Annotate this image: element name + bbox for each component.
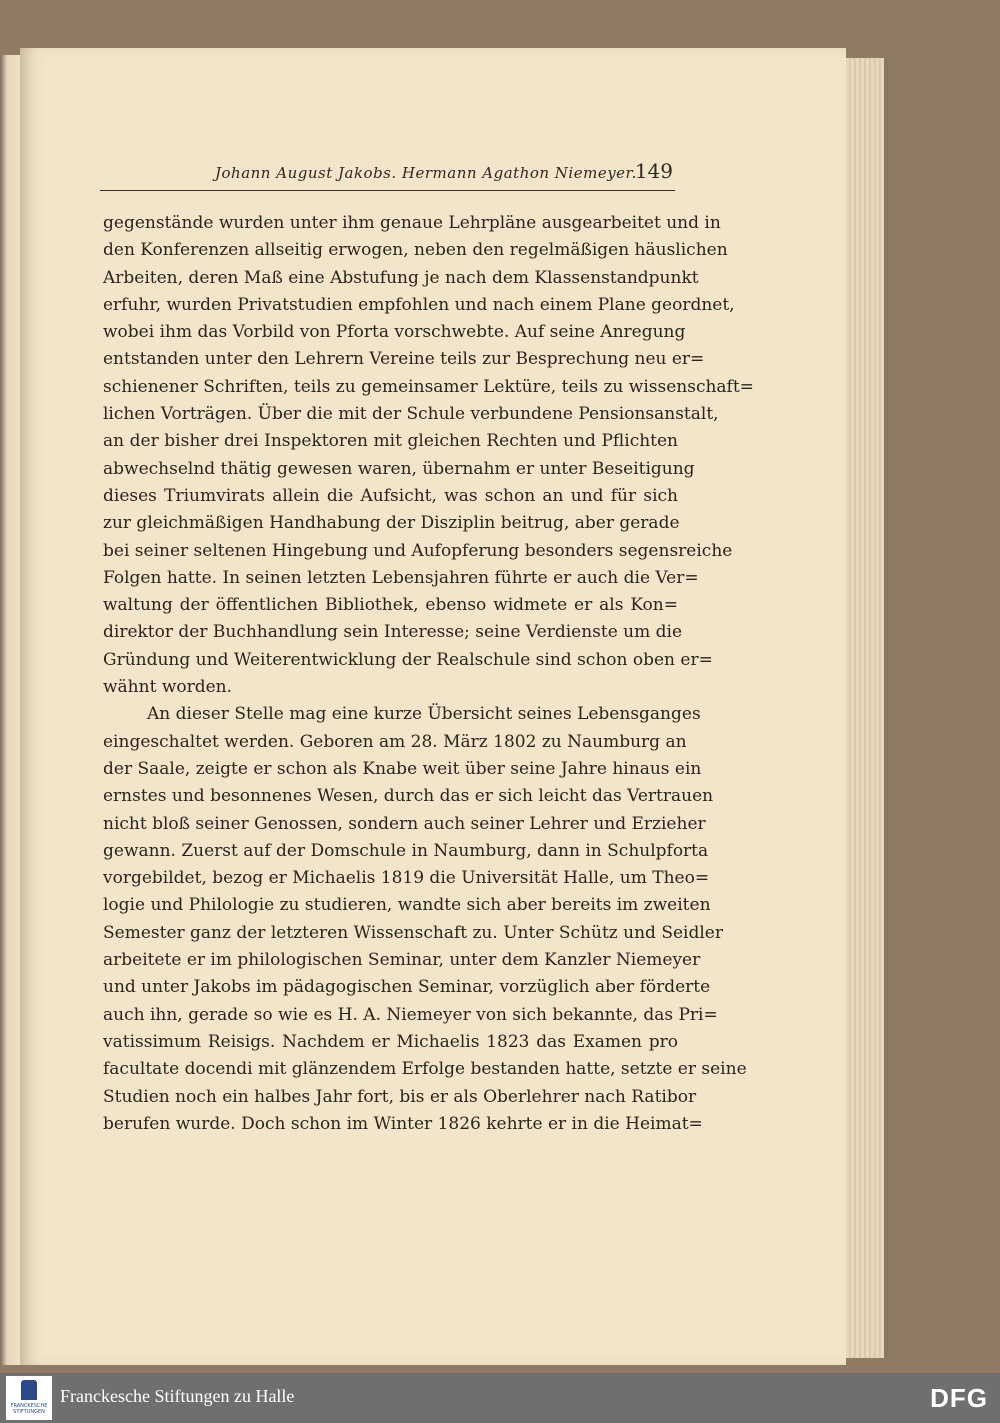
text-line: und unter Jakobs im pädagogischen Seminar, vorzüglich aber förderte (103, 977, 711, 998)
text-line: schienener Schriften, teils zu gemeinsamer Lektüre, teils zu wissenschaft= (103, 376, 754, 397)
text-line: lichen Vorträgen. Über die mit der Schule verbundene Pensionsanstalt, (103, 404, 719, 425)
page-stack-edge (846, 58, 888, 1358)
text-line: bei seiner seltenen Hingebung und Aufopferung besonders segensreiche (103, 540, 733, 561)
running-head (100, 160, 675, 191)
text-line: logie und Philologie zu studieren, wandte sich aber bereits im zweiten (103, 895, 711, 916)
text-line: abwechselnd thätig gewesen waren, übernahm er unter Beseitigung (103, 458, 695, 479)
text-line: vorgebildet, bezog er Michaelis 1819 die Universität Halle, um Theo= (103, 868, 710, 889)
building-icon (21, 1380, 37, 1400)
text-line: Folgen hatte. In seinen letzten Lebensjahren führte er auch die Ver= (103, 567, 699, 588)
text-line: auch ihn, gerade so wie es H. A. Niemeyer von sich bekannte, das Pri= (103, 1004, 718, 1025)
text-line: Arbeiten, deren Maß eine Abstufung je nach dem Klassenstandpunkt (103, 267, 699, 288)
text-block (103, 210, 754, 1138)
text-line: erfuhr, wurden Privatstudien empfohlen und nach einem Plane geordnet, (103, 294, 735, 315)
text-line: dieses Triumvirats allein die Aufsicht, was schon an und für sich (103, 485, 678, 506)
running-title: Johann August Jakobs. Hermann Agathon Niemeyer. (215, 164, 637, 182)
text-line: facultate docendi mit glänzendem Erfolge bestanden hatte, setzte er seine (103, 1059, 747, 1080)
text-line: zur gleichmäßigen Handhabung der Disziplin beitrug, aber gerade (103, 513, 680, 534)
text-line: nicht bloß seiner Genossen, sondern auch seiner Lehrer und Erzieher (103, 813, 706, 834)
text-line: gewann. Zuerst auf der Domschule in Naumburg, dann in Schulpforta (103, 840, 709, 861)
text-line: wobei ihm das Vorbild von Pforta vorschwebte. Auf seine Anregung (103, 322, 686, 343)
text-line: arbeitete er im philologischen Seminar, unter dem Kanzler Niemeyer (103, 950, 701, 971)
footer-bar (0, 1373, 1000, 1423)
dfg-logo: DFG (930, 1383, 988, 1413)
text-line: berufen wurde. Doch schon im Winter 1826 kehrte er in die Heimat= (103, 1113, 703, 1134)
text-line: an der bisher drei Inspektoren mit gleichen Rechten und Pflichten (103, 431, 678, 452)
text-line: entstanden unter den Lehrern Vereine teils zur Besprechung neu er= (103, 349, 705, 370)
text-line: An dieser Stelle mag eine kurze Übersicht seines Lebensganges (147, 704, 701, 725)
text-line: Semester ganz der letzteren Wissenschaft zu. Unter Schütz und Seidler (103, 922, 723, 943)
text-line: wähnt worden. (103, 677, 233, 698)
text-line: Studien noch ein halbes Jahr fort, bis er als Oberlehrer nach Ratibor (103, 1086, 697, 1107)
text-line: gegenstände wurden unter ihm genaue Lehrpläne ausgearbeitet und in (103, 213, 721, 233)
franckesche-stiftungen-logo (6, 1376, 52, 1420)
logo-text: FRANCKESCHE STIFTUNGEN (10, 1403, 48, 1415)
text-line: eingeschaltet werden. Geboren am 28. März 1802 zu Naumburg an (103, 731, 687, 752)
footer-title: Franckesche Stiftungen zu Halle (60, 1386, 295, 1406)
text-line: waltung der öffentlichen Bibliothek, ebenso widmete er als Kon= (103, 595, 678, 616)
text-line: den Konferenzen allseitig erwogen, neben den regelmäßigen häuslichen (103, 240, 728, 261)
text-line: vatissimum Reisigs. Nachdem er Michaelis 1823 das Examen pro (103, 1031, 678, 1052)
text-line: Gründung und Weiterentwicklung der Realschule sind schon oben er= (103, 649, 713, 670)
text-line: direktor der Buchhandlung sein Interesse; seine Verdienste um die (103, 622, 683, 643)
page-number: 149 (634, 159, 673, 183)
text-line: ernstes und besonnenes Wesen, durch das er sich leicht das Vertrauen (103, 786, 714, 807)
text-line: der Saale, zeigte er schon als Knabe weit über seine Jahre hinaus ein (103, 758, 702, 779)
left-page-edge (0, 55, 20, 1365)
